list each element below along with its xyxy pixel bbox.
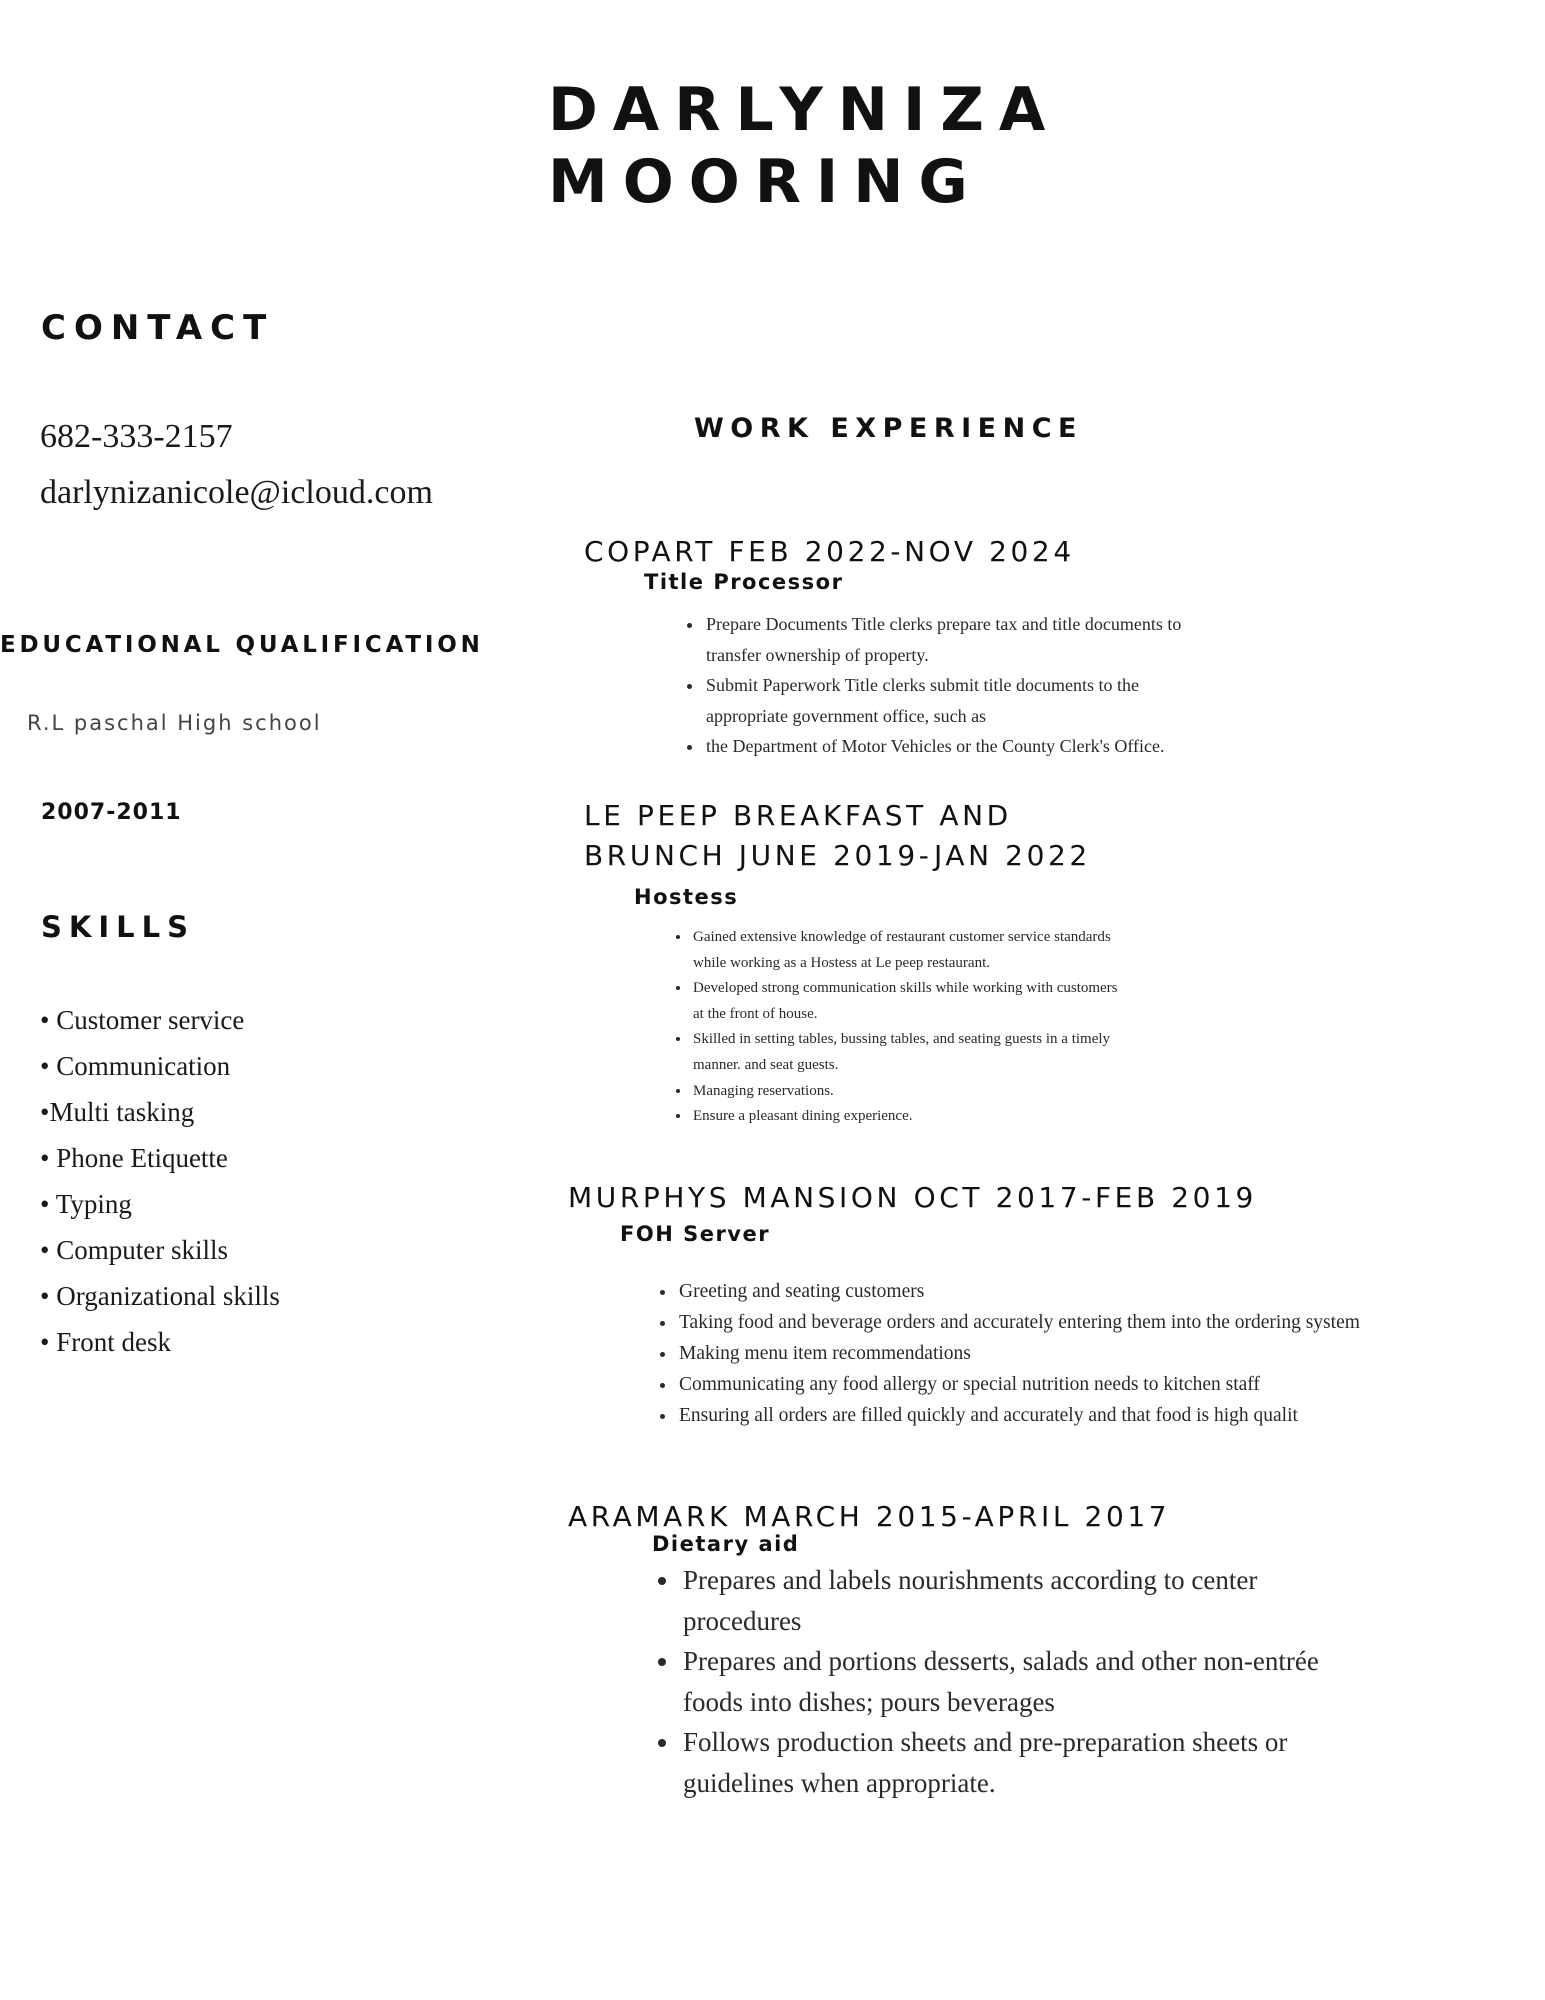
name-block (548, 74, 1060, 218)
list-item: • Skilled in setting tables, bussing tables, and seating guests in a timely manner. and seat guests. (691, 1027, 1131, 1078)
job-title-murphys: MURPHYS MANSION OCT 2017-FEB 2019 (568, 1181, 1257, 1214)
list-item: • Developed strong communication skills while working with customers at the front of house. (691, 976, 1131, 1027)
education-heading: EDUCATIONAL QUALIFICATION (0, 632, 484, 658)
job-title-aramark: ARAMARK MARCH 2015-APRIL 2017 (568, 1500, 1171, 1533)
job-role-lepeep: Hostess (634, 885, 739, 909)
school-name: R.L paschal High school (27, 711, 322, 735)
job-bullets-murphys (655, 1276, 1397, 1431)
skill-item: • Typing (40, 1189, 132, 1219)
list-item: • Ensuring all orders are filled quickly and accurately and that food is high qualit (677, 1400, 1397, 1431)
list-item: • the Department of Motor Vehicles or the County Clerk's Office. (704, 731, 1204, 762)
job-bullets-lepeep (669, 925, 1131, 1130)
skills-heading: SKILLS (41, 910, 195, 944)
list-item: • Managing reservations. (691, 1079, 1131, 1105)
last-name: MOORING (548, 147, 983, 217)
skill-item: • Computer skills (40, 1235, 228, 1265)
list-item: • Greeting and seating customers (677, 1276, 1397, 1307)
skills-list (40, 997, 280, 1365)
job-role-aramark: Dietary aid (652, 1532, 800, 1556)
list-item: • Taking food and beverage orders and accurately entering them into the ordering system (677, 1307, 1397, 1338)
contact-heading: CONTACT (41, 308, 275, 348)
list-item: • Prepare Documents Title clerks prepare tax and title documents to transfer ownership of property. (704, 609, 1204, 670)
education-years: 2007-2011 (41, 800, 182, 825)
list-item: • Follows production sheets and pre-preparation sheets or guidelines when appropriate. (681, 1722, 1361, 1803)
work-experience-heading: WORK EXPERIENCE (694, 413, 1083, 444)
skill-item: • Phone Etiquette (40, 1143, 228, 1173)
list-item: • Submit Paperwork Title clerks submit title documents to the appropriate government office, such as (704, 670, 1204, 731)
list-item: • Gained extensive knowledge of restaurant customer service standards while working as a Hostess at Le peep restaurant. (691, 925, 1131, 976)
job-bullets-aramark (659, 1560, 1361, 1803)
job-bullets-copart (682, 609, 1204, 762)
list-item: • Prepares and portions desserts, salads and other non-entrée foods into dishes; pours beverages (681, 1641, 1361, 1722)
job-title-copart: COPART FEB 2022-NOV 2024 (584, 535, 1075, 568)
job-title-line: BRUNCH JUNE 2019-JAN 2022 (584, 839, 1091, 872)
email-address: darlynizanicole@icloud.com (40, 474, 433, 511)
list-item: • Ensure a pleasant dining experience. (691, 1104, 1131, 1130)
job-title-line: LE PEEP BREAKFAST AND (584, 799, 1012, 832)
list-item: • Making menu item recommendations (677, 1338, 1397, 1369)
first-name: DARLYNIZA (548, 75, 1061, 145)
list-item: • Communicating any food allergy or special nutrition needs to kitchen staff (677, 1369, 1397, 1400)
job-title-lepeep (584, 796, 1091, 876)
skill-item: • Customer service (40, 1005, 245, 1035)
job-role-murphys: FOH Server (620, 1222, 771, 1246)
skill-item: • Communication (40, 1051, 231, 1081)
list-item: • Prepares and labels nourishments according to center procedures (681, 1560, 1361, 1641)
skill-item: • Organizational skills (40, 1281, 280, 1311)
phone-number: 682-333-2157 (40, 418, 233, 455)
skill-item: • Front desk (40, 1327, 171, 1357)
job-role-copart: Title Processor (644, 570, 844, 594)
skill-item: •Multi tasking (40, 1097, 195, 1127)
